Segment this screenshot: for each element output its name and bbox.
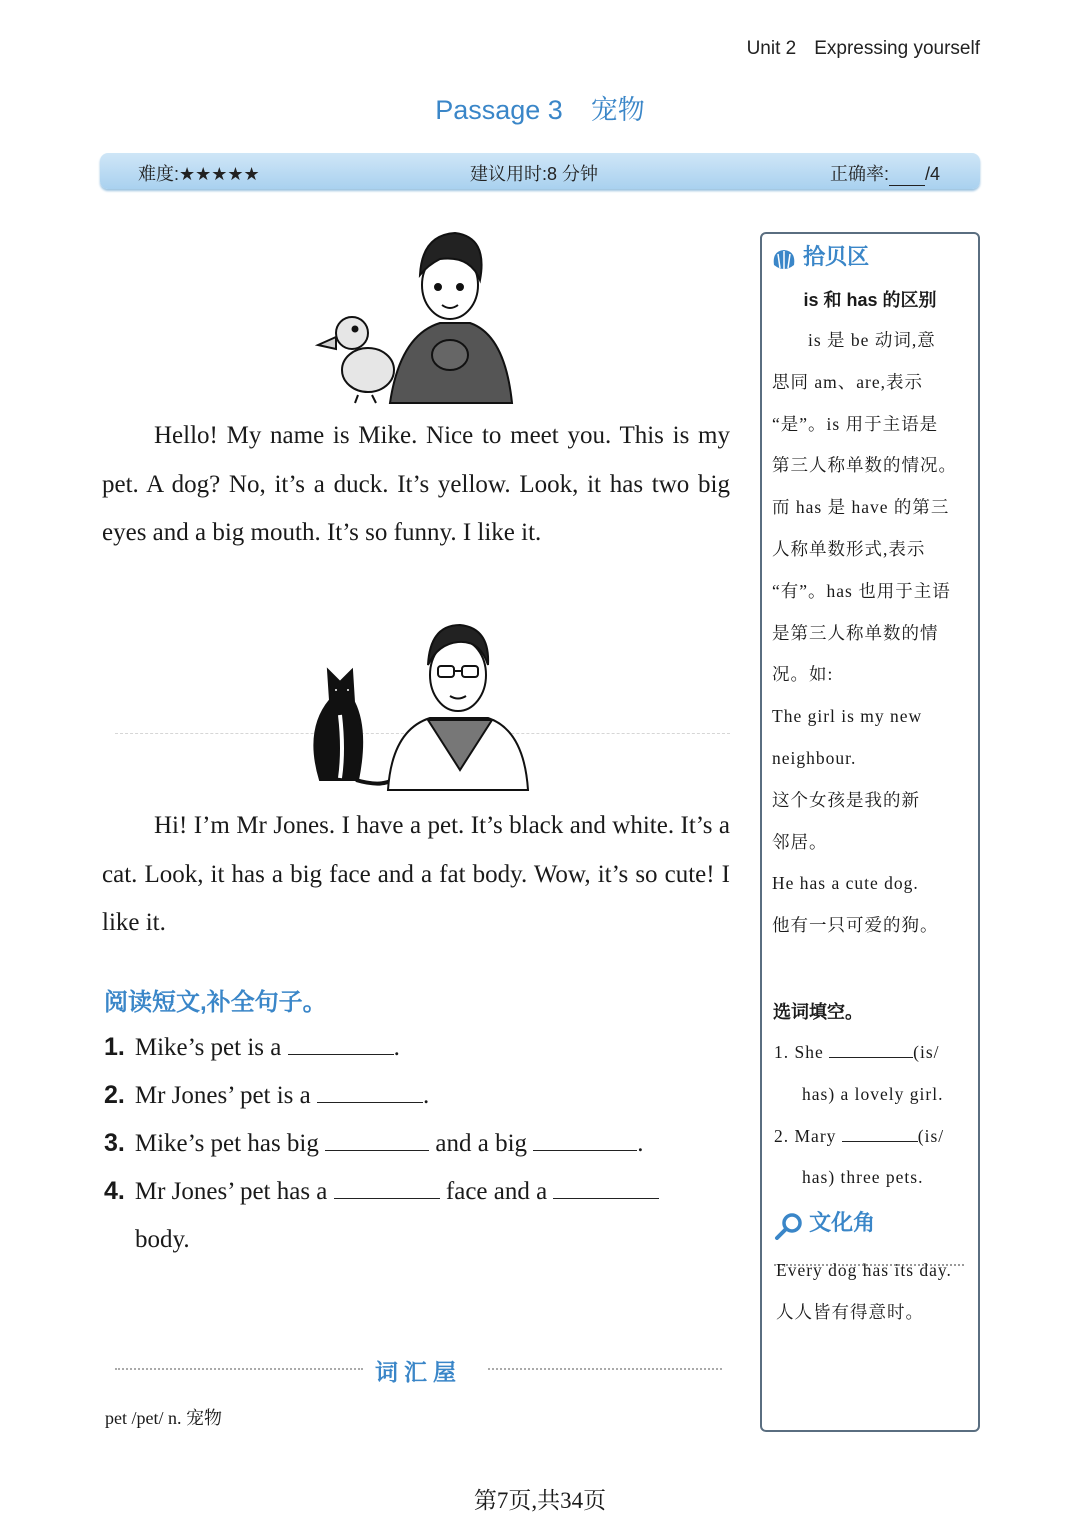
question-text-mid: face and a: [445, 1178, 548, 1205]
sidebar-subtitle: is 和 has 的区别: [803, 290, 937, 310]
magnifier-icon: [774, 1212, 804, 1240]
proverb: [776, 1250, 972, 1334]
practice-options: (is/: [917, 1125, 945, 1146]
page-number: 第7页,共34页: [473, 1488, 607, 1513]
question-text: Mike’s pet is a: [134, 1034, 282, 1061]
accuracy-blank[interactable]: [889, 169, 925, 186]
passage-topic: 宠物: [590, 95, 645, 125]
accuracy-total: /4: [924, 164, 940, 184]
duck-boy-illustration: [310, 225, 520, 405]
cat-icon: [314, 670, 400, 784]
answer-blank[interactable]: [325, 1128, 429, 1151]
vocab-entry: pet /pet/ n. 宠物: [105, 1408, 222, 1428]
proverb-english: Every dog has its day.: [776, 1260, 952, 1280]
sidebar-line: 况。如:: [772, 664, 834, 685]
sidebar-line: is 是 be 动词,意: [808, 330, 936, 350]
sidebar-line: “是”。is 用于主语是: [772, 413, 939, 434]
question-number: 3.: [104, 1129, 125, 1157]
question-text-mid: and a big: [435, 1130, 528, 1157]
sidebar-line: “有”。has 也用于主语: [772, 580, 951, 601]
answer-blank[interactable]: [317, 1080, 423, 1103]
question-3: [104, 1128, 644, 1158]
sidebar-line: The girl is my new: [772, 706, 923, 727]
sidebar-line: 思同 am、are,表示: [772, 371, 923, 392]
practice-continued: has) a lovely girl.: [802, 1083, 944, 1104]
passage-paragraph-1: [102, 412, 730, 558]
answer-blank[interactable]: [334, 1176, 440, 1199]
suggested-time: 建议用时:8 分钟: [470, 164, 599, 184]
question-1: [104, 1032, 400, 1062]
proverb-chinese: 人人皆有得意时。: [776, 1301, 924, 1322]
question-end: .: [637, 1130, 644, 1157]
passage-paragraph-2: [102, 802, 730, 948]
question-end: .: [423, 1082, 430, 1109]
difficulty-rating: 难度:★★★★★: [138, 164, 260, 184]
sidebar-section-header: [770, 240, 869, 273]
practice-options: (is/: [913, 1042, 940, 1062]
question-number: 4.: [104, 1177, 125, 1205]
question-2: [104, 1080, 429, 1110]
sidebar-line: 这个女孩是我的新: [772, 789, 920, 810]
culture-section-header: [774, 1206, 875, 1240]
question-4: [104, 1176, 659, 1206]
sidebar-line: 而 has 是 have 的第三: [772, 497, 950, 518]
duck-icon: [318, 317, 394, 403]
practice-continued: has) three pets.: [802, 1167, 924, 1188]
question-number: 2.: [104, 1081, 125, 1109]
sidebar-line: 第三人称单数的情况。: [772, 455, 957, 476]
passage-label: Passage 3: [435, 95, 563, 125]
question-end: .: [393, 1034, 400, 1061]
vocab-divider-right: [488, 1368, 722, 1370]
unit-title: Expressing yourself: [814, 38, 980, 59]
accuracy-field: [830, 160, 940, 186]
sidebar-box: [760, 232, 980, 1432]
shell-icon: [770, 247, 798, 273]
practice-text: She: [794, 1042, 824, 1062]
sidebar-line: He has a cute dog.: [772, 873, 919, 894]
page-title: [0, 88, 1080, 127]
sidebar-explanation: [772, 320, 964, 947]
unit-header: [747, 38, 980, 60]
question-4-continued: body.: [135, 1226, 190, 1253]
vocab-divider-left: [115, 1368, 363, 1370]
answer-blank[interactable]: [553, 1176, 659, 1199]
info-bar: [100, 153, 980, 189]
question-text: Mike’s pet has big: [134, 1130, 319, 1157]
practice-item-1: [774, 1032, 970, 1199]
answer-blank[interactable]: [288, 1032, 394, 1055]
answer-blank[interactable]: [533, 1128, 637, 1151]
practice-title: 选词填空。: [773, 1002, 863, 1022]
accuracy-label: 正确率:: [829, 164, 889, 184]
question-text: Mr Jones’ pet has a: [134, 1178, 328, 1205]
exercise-heading: 阅读短文,补全句子。: [104, 989, 327, 1016]
practice-blank[interactable]: [842, 1125, 918, 1142]
sidebar-line: neighbour.: [772, 747, 857, 768]
man-icon: [388, 625, 528, 790]
practice-text: Mary: [794, 1125, 837, 1146]
boy-icon: [390, 233, 512, 403]
vocab-title: 词汇屋: [375, 1359, 462, 1385]
practice-number: 1.: [774, 1042, 790, 1062]
paragraph-text: Hello! My name is Mike. Nice to meet you. This is my pet. A dog? No, it’s a duck. It’s yellow. Look, it has two big eyes and a big mouth. It’s so funny. I like it.: [102, 422, 730, 546]
culture-section-title: 文化角: [809, 1210, 876, 1235]
unit-number: Unit 2: [746, 38, 797, 59]
cat-man-illustration: [300, 620, 535, 792]
practice-number: 2.: [774, 1125, 790, 1146]
sidebar-line: 邻居。: [772, 831, 828, 852]
question-text: Mr Jones’ pet is a: [134, 1082, 311, 1109]
sidebar-section-title: 拾贝区: [803, 244, 870, 269]
paragraph-text: Hi! I’m Mr Jones. I have a pet. It’s black and white. It’s a cat. Look, it has a big face and a fat body. Wow, it’s so cute! I like it.: [102, 812, 730, 936]
sidebar-line: 人称单数形式,表示: [772, 538, 926, 559]
practice-blank[interactable]: [829, 1041, 913, 1058]
sidebar-line: 他有一只可爱的狗。: [772, 915, 939, 936]
question-number: 1.: [104, 1033, 125, 1061]
sidebar-line: 是第三人称单数的情: [772, 622, 939, 643]
